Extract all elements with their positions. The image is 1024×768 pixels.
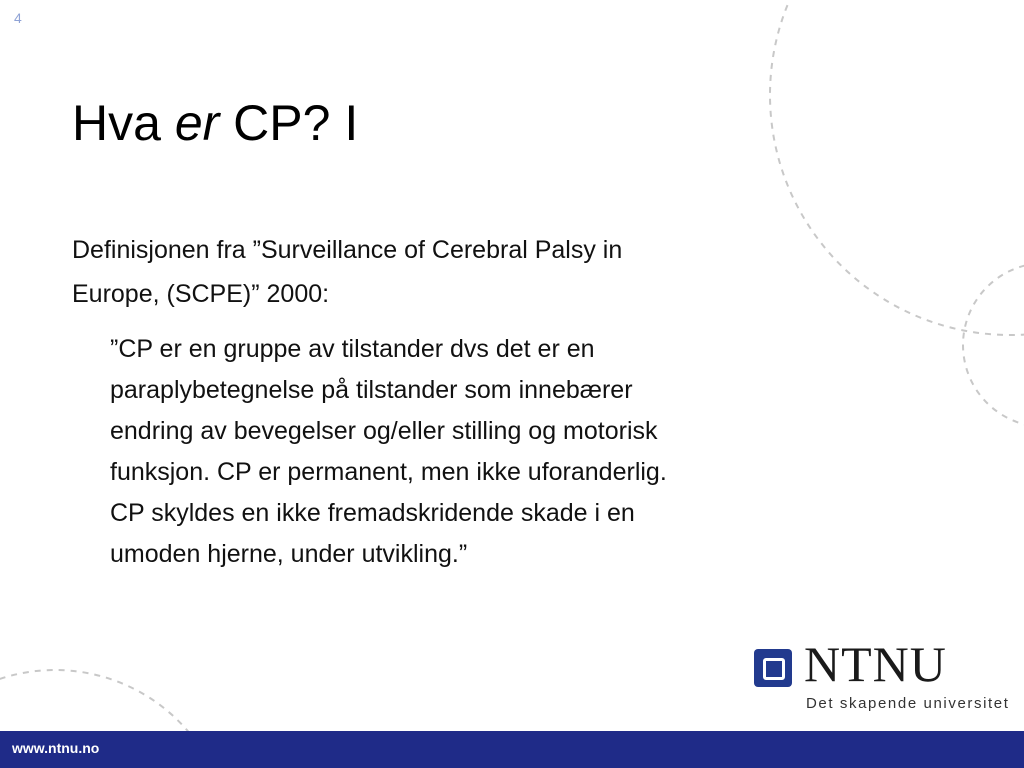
logo-tagline: Det skapende universitet [806,695,1010,712]
intro-line: Europe, (SCPE)” 2000: [72,280,330,308]
slide-number: 4 [14,10,22,26]
quote-line: paraplybetegnelse på tilstander som innebærer [110,376,633,404]
ntnu-logo [754,636,1010,717]
quote-line: endring av bevegelser og/eller stilling og motorisk [110,417,658,445]
quote-line: funksjon. CP er permanent, men ikke uforanderlig. [110,458,667,486]
intro-line: Definisjonen fra ”Surveillance of Cerebral Palsy in [72,236,623,264]
quote-line: ”CP er en gruppe av tilstander dvs det er en [110,335,595,363]
logo-wordmark: NTNU [804,636,947,692]
title-part-emphasis: er [174,95,220,151]
quote-line: umoden hjerne, under utvikling.” [110,540,468,568]
title-part-1: Hva [72,95,175,151]
definition-intro [72,228,872,316]
slide-title [72,96,358,151]
footer-url[interactable]: www.ntnu.no [12,740,100,756]
footer-bar [0,731,1024,768]
definition-quote [110,329,900,575]
title-part-3: CP? I [219,95,359,151]
ntnu-logo-mark-icon [754,649,792,687]
dotted-arc-small [963,263,1024,427]
quote-line: CP skyldes en ikke fremadskridende skade i en [110,499,635,527]
